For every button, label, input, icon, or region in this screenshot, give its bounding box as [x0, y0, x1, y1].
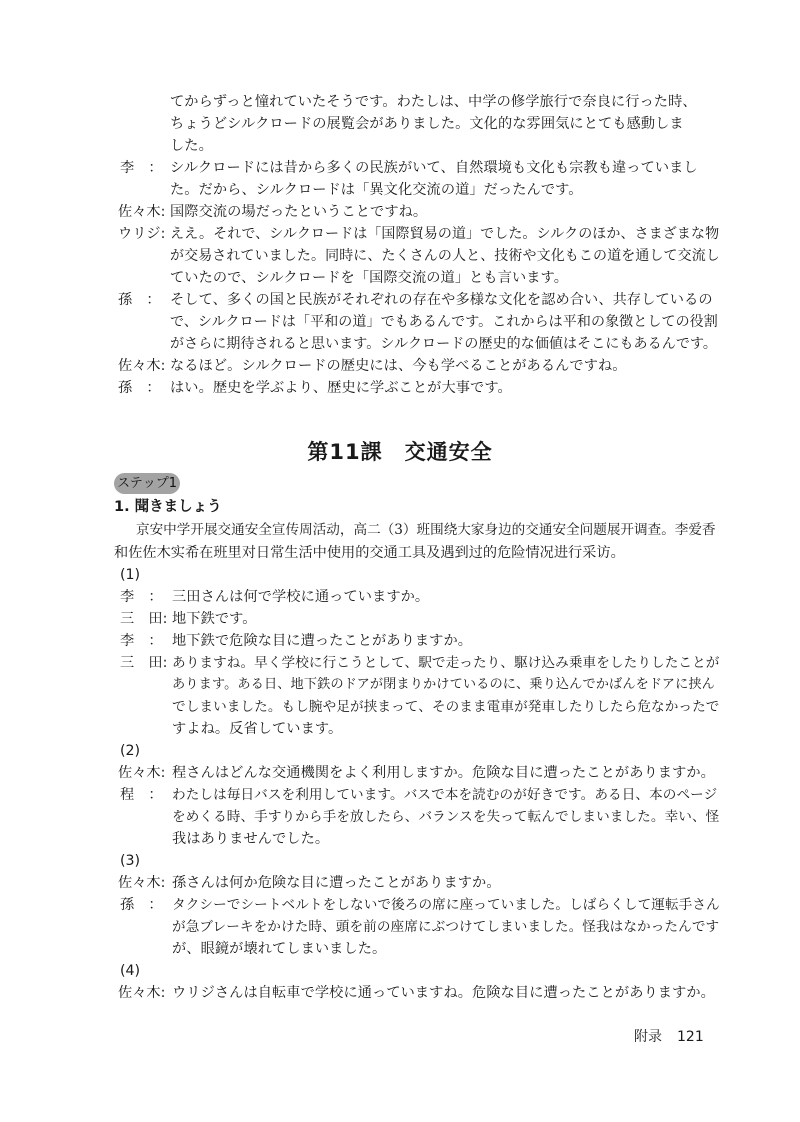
- dialogue-line: シルクロードには昔から多くの民族がいて、自然環境も文化も宗教も違っていまし: [170, 160, 698, 176]
- dialogue-line: ええ。それで、シルクロードは「国際貿易の道」でした。シルクのほか、さまざまな物: [170, 226, 720, 242]
- intro-line: 京安中学开展交通安全宣传周活动，高二（3）班围绕大家身边的交通安全问题展开调查。李爱香: [136, 522, 716, 538]
- dialogue-line: が、眼鏡が壊れてしまいました。: [172, 941, 387, 957]
- dialogue-line: なるほど。シルクロードの歴史には、今も学べることがあるんですね。: [170, 358, 627, 374]
- speaker-label: 佐々木:: [118, 358, 166, 374]
- speaker-label: 佐々木:: [118, 765, 166, 781]
- dialogue-line: が急ブレーキをかけた時、頭を前の座席にぶつけてしまいました。怪我はなかったんです: [172, 919, 720, 935]
- speaker-label: 李 ：: [120, 160, 163, 176]
- dialogue-line: 三田さんは何で学校に通っていますか。: [172, 589, 430, 605]
- section-marker: (1): [120, 567, 141, 583]
- speaker-label: 三 田:: [120, 655, 168, 671]
- page-number: 121: [677, 1029, 704, 1045]
- speaker-label: 孫 ：: [120, 897, 163, 913]
- speaker-label: 孫 ：: [118, 380, 161, 396]
- dialogue-line: 孫さんは何か危険な目に遭ったことがありますか。: [172, 875, 501, 891]
- speaker-label: 李 ：: [120, 633, 163, 649]
- speaker-label: 佐々木:: [118, 204, 166, 220]
- dialogue-line: が交易されていました。同時に、たくさんの人と、技術や文化もこの道を通して交流し: [170, 248, 720, 264]
- step-badge: ステップ1: [114, 473, 180, 494]
- section-marker: (3): [120, 853, 141, 869]
- dialogue-line: ていたので、シルクロードを「国際交流の道」とも言います。: [170, 270, 568, 286]
- dialogue-line: 国際交流の場だったということですね。: [170, 204, 428, 220]
- dialogue-line: 我はありませんでした。: [172, 831, 330, 847]
- speaker-label: ウリジ:: [118, 226, 166, 242]
- dialogue-line: ありますね。早く学校に行こうとして、駅で走ったり、駆け込み乗車をしたりしたことが: [172, 655, 720, 671]
- lesson-title: [0, 436, 800, 466]
- dialogue-line: 地下鉄で危険な目に遭ったことがありますか。: [172, 633, 473, 649]
- dialogue-line: あります。ある日、地下鉄のドアが閉まりかけているのに、乗り込んでかばんをドアに挟ん: [172, 677, 715, 692]
- dialogue-line: 程さんはどんな交通機関をよく利用しますか。危険な目に遭ったことがありますか。: [172, 765, 715, 781]
- speaker-label: 程 ：: [120, 787, 163, 803]
- dialogue-line: はい。歴史を学ぶより、歴史に学ぶことが大事です。: [170, 380, 512, 396]
- intro-line: 和佐佐木实希在班里对日常生活中使用的交通工具及遇到过的危险情况进行采访。: [114, 545, 625, 561]
- dialogue-line: わたしは毎日バスを利用しています。バスで本を読むのが好きです。ある日、本のページ: [172, 787, 718, 803]
- section-marker: (4): [120, 963, 141, 979]
- dialogue-line: した。: [170, 138, 213, 154]
- dialogue-line: でしまいました。もし腕や足が挟まって、そのまま電車が発車したりしたら危なかったで: [172, 699, 720, 715]
- speaker-label: 李 ：: [120, 589, 163, 605]
- lesson-name: 交通安全: [404, 440, 493, 464]
- footer-label: 附录: [634, 1029, 662, 1045]
- dialogue-line: がさらに期待されると思います。シルクロードの歴史的な価値はそこにもあるんです。: [170, 336, 718, 352]
- dialogue-line: 地下鉄です。: [172, 611, 257, 627]
- speaker-label: 佐々木:: [118, 985, 166, 1001]
- dialogue-line: た。だから、シルクロードは「異文化交流の道」だったんです。: [170, 182, 583, 198]
- dialogue-line: をめくる時、手すりから手を放したら、バランスを失って転んでしまいました。幸い、怪: [172, 809, 720, 825]
- dialogue-line: そして、多くの国と民族がそれぞれの存在や多様な文化を認め合い、共存しているの: [170, 292, 713, 308]
- dialogue-line: で、シルクロードは「平和の道」でもあるんです。これからは平和の象徴としての役割: [170, 314, 718, 330]
- dialogue-line: ちょうどシルクロードの展覧会がありました。文化的な雰囲気にとても感動しま: [170, 116, 684, 132]
- dialogue-line: すよね。反省しています。: [172, 721, 343, 737]
- section-marker: (2): [120, 743, 141, 759]
- speaker-label: 孫 ：: [118, 292, 161, 308]
- speaker-label: 佐々木:: [118, 875, 166, 891]
- speaker-label: 三 田:: [120, 611, 168, 627]
- lesson-number: 第11課: [307, 440, 383, 464]
- dialogue-line: タクシーでシートベルトをしないで後ろの席に座っていました。しばらくして運転手さん: [172, 897, 720, 913]
- dialogue-line: てからずっと憧れていたそうです。わたしは、中学の修学旅行で奈良に行った時、: [170, 94, 697, 110]
- section-heading: 1. 聞きましょう: [114, 499, 222, 515]
- dialogue-line: ウリジさんは自転車で学校に通っていますね。危険な目に遭ったことがありますか。: [172, 985, 715, 1001]
